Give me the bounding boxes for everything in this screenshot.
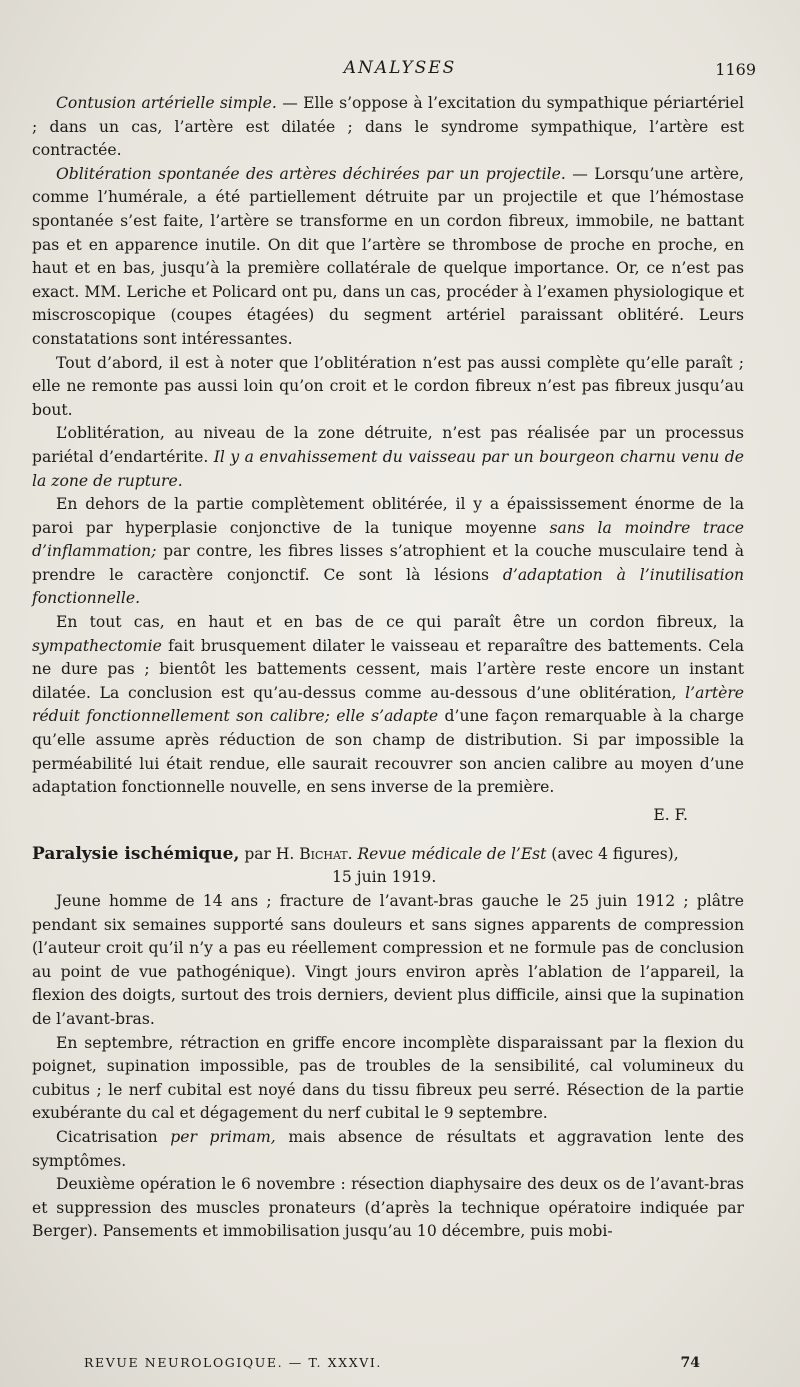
paragraph-emphasis: d’adaptation à l’inutilisation fonctionnelle.	[32, 565, 745, 608]
paragraph-obliteration	[32, 163, 744, 352]
paragraph-text: En dehors de la partie complètement oblitérée, il y a épaississement énorme de la paroi par hyperplasie conjonctive de la tunique moyenne	[32, 495, 744, 537]
paragraph-jeune-homme	[32, 890, 744, 1032]
paragraph-label: Oblitération spontanée des artères déchirées par un projectile.	[56, 164, 566, 183]
page-footer	[84, 1355, 700, 1377]
paragraph-text: En tout cas, en haut et en bas de ce qui paraît être un cordon fibreux, la	[56, 613, 744, 632]
paragraph-text: Deuxième opération le 6 novembre : résection diaphysaire des deux os de l’avant-bras et suppression des muscles pronateurs (d’après la technique opératoire indiquée par Berger). Pansements et immobilisation jusqu’au 10 décembre, puis mobi-	[32, 1175, 744, 1241]
paragraph-text: mais absence de résultats et aggravation lente des symptômes.	[32, 1127, 744, 1170]
article-author: Bichat	[299, 845, 348, 864]
paragraph-text: fait brusquement dilater le vaisseau et reparaître des battements. Cela ne dure pas ; bientôt les battements cessent, mais l’artère reste encore un instant dilatée. La conclusion est qu’au-dessus comme au-dessous d’une oblitération,	[32, 636, 744, 702]
paragraph-text: par contre, les fibres lisses s’atrophient et la couche musculaire tend à prendre le caractère conjonctif. Ce sont là lésions	[32, 542, 744, 584]
paragraph-tout-dabord	[32, 352, 744, 423]
paragraph-text: Tout d’abord, il est à noter que l’oblitération n’est pas aussi complète qu’elle paraît ; elle ne remonte pas aussi loin qu’on croit et le cordon fibreux n’est pas fibreux jusqu’au bout.	[32, 353, 744, 419]
paragraph-label: Contusion artérielle simple.	[56, 94, 277, 112]
article-extra: (avec 4 figures),	[546, 845, 679, 864]
paragraph-septembre	[32, 1032, 744, 1126]
paragraph-text: Jeune homme de 14 ans ; fracture de l’avant-bras gauche le 25 juin 1912 ; plâtre pendant six semaines supporté sans douleurs et sans signes apparents de compression (l’auteur croit qu’il n’y a pas eu réellement compression et ne formule pas de conclusion au point de vue pathogénique). Vingt jours environ après l’ablation de l’appareil, la flexion des doigts, surtout des trois derniers, devient plus difficile, ainsi que la supination de l’avant-bras.	[32, 892, 744, 1028]
paragraph-emphasis: sans la moindre trace d’inflammation;	[32, 518, 744, 561]
paragraph-deuxieme-operation	[32, 1173, 744, 1244]
paragraph-text: L’oblitération, au niveau de la zone détruite, n’est pas réalisée par un processus pariétal d’endartérite.	[32, 424, 744, 466]
paragraph-contusion	[32, 92, 744, 163]
paragraph-emphasis: Il y a envahissement du vaisseau par un bourgeon charnu venu de la zone de rupture.	[32, 447, 744, 490]
article-by: par H.	[239, 845, 300, 864]
paragraph-text: d’une façon remarquable à la charge qu’elle assume après réduction de son champ de distribution. Si par impossible la perméabilité lui était rendue, elle saurait recouvrer son ancien calibre au moyen d’une adaptation fonctionnelle nouvelle, en sens inverse de la première.	[32, 707, 744, 797]
article-date: 15 juin 1919.	[332, 868, 437, 887]
page-body	[32, 92, 744, 1244]
article-heading	[32, 843, 744, 866]
paragraph-emphasis: sympathectomie	[32, 636, 162, 655]
paragraph-cicatrisation	[32, 1126, 744, 1173]
page-number: 1169	[715, 60, 756, 79]
footer-journal: REVUE NEUROLOGIQUE. — T. XXXVI.	[84, 1355, 382, 1370]
paragraph-text: — Lorsqu’une artère, comme l’humérale, a été partiellement détruite par un projectile et que l’hémostase spontanée s’est faite, l’artère se transforme en un cordon fibreux, immobile, ne battant pas et en apparence inutile. On dit que l’artère se thrombose de proche en proche, en haut et en bas, jusqu’à la première collatérale de quelque importance. Or, ce n’est pas exact. MM. Leriche et Policard ont pu, dans un cas, procéder à l’examen physiologique et miscroscopique (coupes étagées) du segment artériel paraissant oblitéré. Leurs constatations sont intéressantes.	[32, 164, 744, 348]
footer-sheet-number: 74	[680, 1355, 700, 1371]
paragraph-text: — Elle s’oppose à l’excitation du sympathique périartériel ; dans un cas, l’artère est dilatée ; dans le syndrome sympathique, l’artère est contractée.	[32, 94, 744, 160]
running-head: ANALYSES	[343, 58, 457, 78]
page-header	[0, 58, 800, 88]
paragraph-emphasis: per primam,	[170, 1127, 276, 1146]
author-signature: E. F.	[653, 805, 688, 824]
paragraph-en-dehors	[32, 493, 744, 611]
paragraph-text: Cicatrisation	[56, 1127, 171, 1146]
article-title: Paralysie ischémique,	[32, 844, 240, 865]
paragraph-zone-detruite	[32, 422, 744, 493]
paragraph-emphasis: l’artère réduit fonctionnellement son calibre; elle s’adapte	[32, 683, 744, 726]
paragraph-en-tout-cas	[32, 611, 744, 800]
paragraph-text: En septembre, rétraction en griffe encore incomplète disparaissant par la flexion du poignet, supination impossible, pas de troubles de la sensibilité, cal volumineux du cubitus ; le nerf cubital est noyé dans du tissu fibreux peu serré. Résection de la partie exubérante du cal et dégagement du nerf cubital le 9 septembre.	[32, 1033, 744, 1123]
article-separator: .	[347, 845, 358, 864]
article-journal: Revue médicale de l’Est	[357, 845, 547, 864]
